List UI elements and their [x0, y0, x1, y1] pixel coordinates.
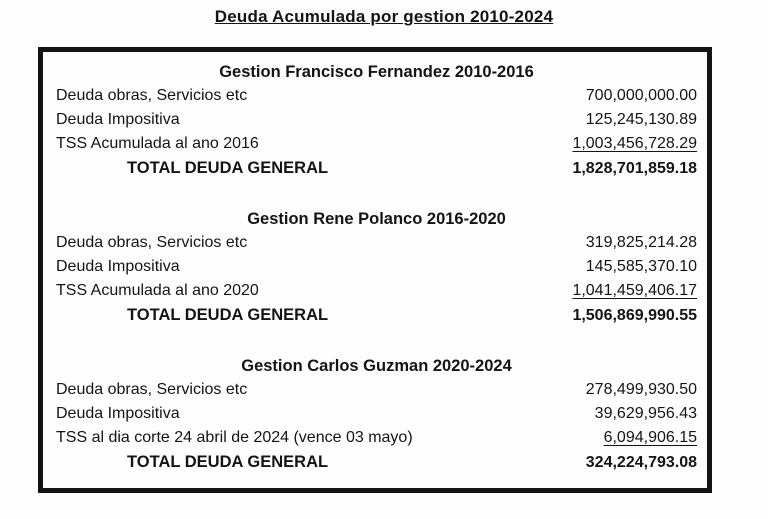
total-value: 1,506,869,990.55	[572, 307, 697, 324]
table-row	[56, 378, 697, 402]
row-value-subtotal: 1,003,456,728.29	[572, 135, 697, 152]
row-label: TSS al dia corte 24 abril de 2024 (vence 03 mayo)	[56, 429, 413, 446]
row-value-subtotal: 1,041,459,406.17	[572, 282, 697, 299]
row-value: 145,585,370.10	[585, 258, 697, 275]
total-row	[56, 156, 697, 181]
row-value: 319,825,214.28	[585, 234, 697, 251]
gestion-section-fernandez	[56, 60, 697, 181]
table-row	[56, 231, 697, 255]
debt-summary-table	[38, 47, 712, 493]
table-row	[56, 279, 697, 303]
total-row	[56, 450, 697, 475]
table-row	[56, 255, 697, 279]
table-row	[56, 402, 697, 426]
row-label: Deuda Impositiva	[56, 258, 180, 275]
document-title: Deuda Acumulada por gestion 2010-2024	[214, 7, 554, 26]
section-header: Gestion Rene Polanco 2016-2020	[247, 210, 506, 228]
row-label: TSS Acumulada al ano 2020	[56, 282, 259, 299]
row-label: TSS Acumulada al ano 2016	[56, 135, 259, 152]
row-value: 700,000,000.00	[585, 87, 697, 104]
total-label: TOTAL DEUDA GENERAL	[127, 453, 329, 471]
table-row	[56, 108, 697, 132]
row-value-subtotal: 6,094,906.15	[603, 429, 697, 446]
row-value: 39,629,956.43	[594, 405, 697, 422]
section-header: Gestion Francisco Fernandez 2010-2016	[219, 63, 534, 81]
total-label: TOTAL DEUDA GENERAL	[127, 159, 329, 177]
row-label: Deuda Impositiva	[56, 111, 180, 128]
total-value: 1,828,701,859.18	[572, 160, 697, 177]
gestion-section-polanco	[56, 207, 697, 328]
table-row	[56, 132, 697, 156]
row-value: 278,499,930.50	[585, 381, 697, 398]
gestion-section-guzman	[56, 354, 697, 475]
row-value: 125,245,130.89	[585, 111, 697, 128]
table-row	[56, 426, 697, 450]
total-value: 324,224,793.08	[585, 454, 697, 471]
total-label: TOTAL DEUDA GENERAL	[127, 306, 329, 324]
row-label: Deuda obras, Servicios etc	[56, 87, 248, 104]
row-label: Deuda obras, Servicios etc	[56, 381, 248, 398]
section-header: Gestion Carlos Guzman 2020-2024	[241, 357, 512, 375]
total-row	[56, 303, 697, 328]
row-label: Deuda obras, Servicios etc	[56, 234, 248, 251]
row-label: Deuda Impositiva	[56, 405, 180, 422]
table-row	[56, 84, 697, 108]
